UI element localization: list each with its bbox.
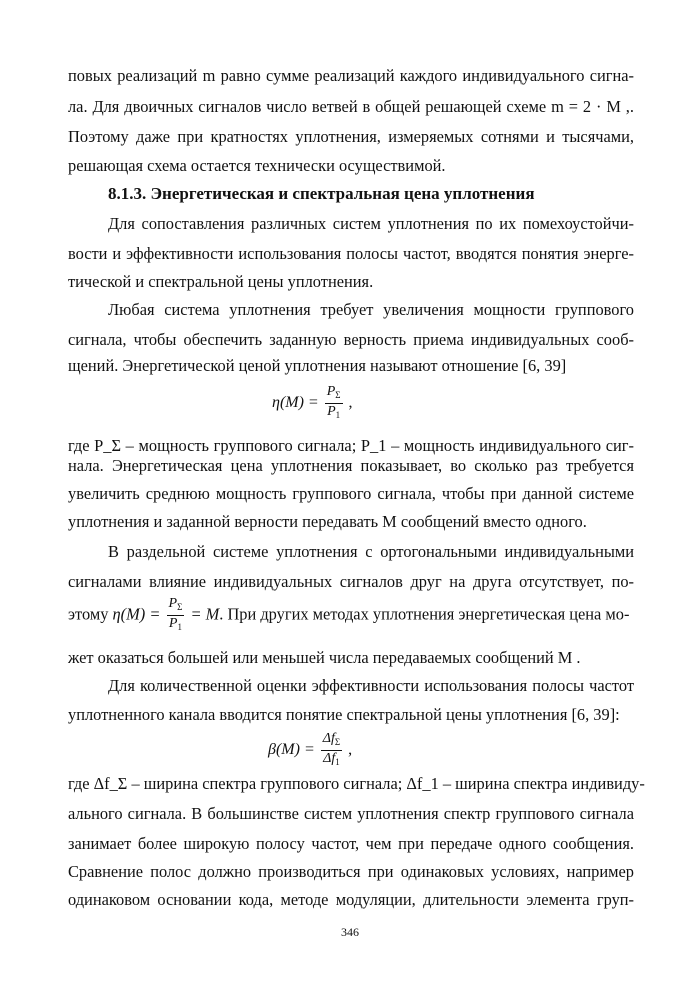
text-line: вости и эффективности использования полосы частот, вводятся понятия энерге- bbox=[68, 244, 634, 263]
formula-fraction: $\frac{P_\Sigma}{P_1}$ bbox=[326, 384, 341, 420]
formula-line: этому η(M) = $\frac{P_\Sigma}{P_1}$ = M. При других методах уплотнения энергетическая цена мо- bbox=[68, 596, 634, 635]
text-line: где P_Σ – мощность группового сигнала; P_1 – мощность индивидуального сиг- bbox=[68, 436, 634, 455]
text-line: Для сопоставления различных систем уплотнения по их помехоустойчи- bbox=[108, 214, 634, 233]
text-line: где Δf_Σ – ширина спектра группового сигнала; Δf_1 – ширина спектра индивиду- bbox=[68, 774, 645, 793]
text-line: Любая система уплотнения требует увеличения мощности группового bbox=[108, 300, 634, 319]
formula-lhs: η(M) = bbox=[272, 394, 319, 412]
energy-cost-formula: η(M) = $\frac{P_\Sigma}{P_1}$ , bbox=[272, 384, 353, 423]
formula-fraction: $\frac{P_\Sigma}{P_1}$ bbox=[168, 596, 183, 632]
text-line: Для количественной оценки эффективности использования полосы частот bbox=[108, 676, 634, 695]
text-line: жет оказаться большей или меньшей числа передаваемых сообщений M . bbox=[68, 648, 581, 667]
text-line: Сравнение полос должно производиться при одинаковых условиях, например bbox=[68, 862, 634, 881]
text-line: повых реализаций m равно сумме реализаций каждого индивидуального сигна- bbox=[68, 66, 634, 85]
text-line: увеличить среднюю мощность группового сигнала, чтобы при данной системе bbox=[68, 484, 634, 503]
text-line: щений. Энергетической ценой уплотнения называют отношение [6, 39] bbox=[68, 356, 567, 375]
text-line: тической и спектральной цены уплотнения. bbox=[68, 272, 374, 291]
text-line: уплотненного канала вводится понятие спектральной цены уплотнения [6, 39]: bbox=[68, 705, 620, 724]
text-line: В раздельной системе уплотнения с ортогональными индивидуальными bbox=[108, 542, 634, 561]
text-line: Поэтому даже при кратностях уплотнения, измеряемых сотнями и тысячами, bbox=[68, 127, 634, 146]
text-line: решающая схема остается технически осуществимой. bbox=[68, 156, 446, 175]
section-heading: 8.1.3. Энергетическая и спектральная цена уплотнения bbox=[108, 184, 535, 203]
page-number: 346 bbox=[341, 925, 359, 939]
text-line: ального сигнала. В большинстве систем уплотнения спектр группового сигнала bbox=[68, 804, 634, 823]
text-line: нала. Энергетическая цена уплотнения показывает, во сколько раз требуется bbox=[68, 456, 634, 475]
formula-fraction: $\frac{\Delta f_\Sigma}{\Delta f_1}$ bbox=[322, 731, 341, 767]
text-line: уплотнения и заданной верности передавать M сообщений вместо одного. bbox=[68, 512, 587, 531]
text-line: одинаковом основании кода, методе модуляции, длительности элемента груп- bbox=[68, 890, 634, 909]
text-line: ла. Для двоичных сигналов число ветвей в общей решающей схеме m = 2 · M ,. bbox=[68, 97, 634, 116]
text-line: сигнала, чтобы обеспечить заданную верность приема индивидуальных сооб- bbox=[68, 330, 634, 349]
text-line: сигналами влияние индивидуальных сигналов друг на друга отсутствует, по- bbox=[68, 572, 634, 591]
text-line: занимает более широкую полосу частот, чем при передаче одного сообщения. bbox=[68, 834, 634, 853]
spectral-cost-formula: β(M) = $\frac{\Delta f_\Sigma}{\Delta f_1}$ , bbox=[268, 731, 352, 770]
formula-lhs: β(M) = bbox=[268, 741, 315, 759]
